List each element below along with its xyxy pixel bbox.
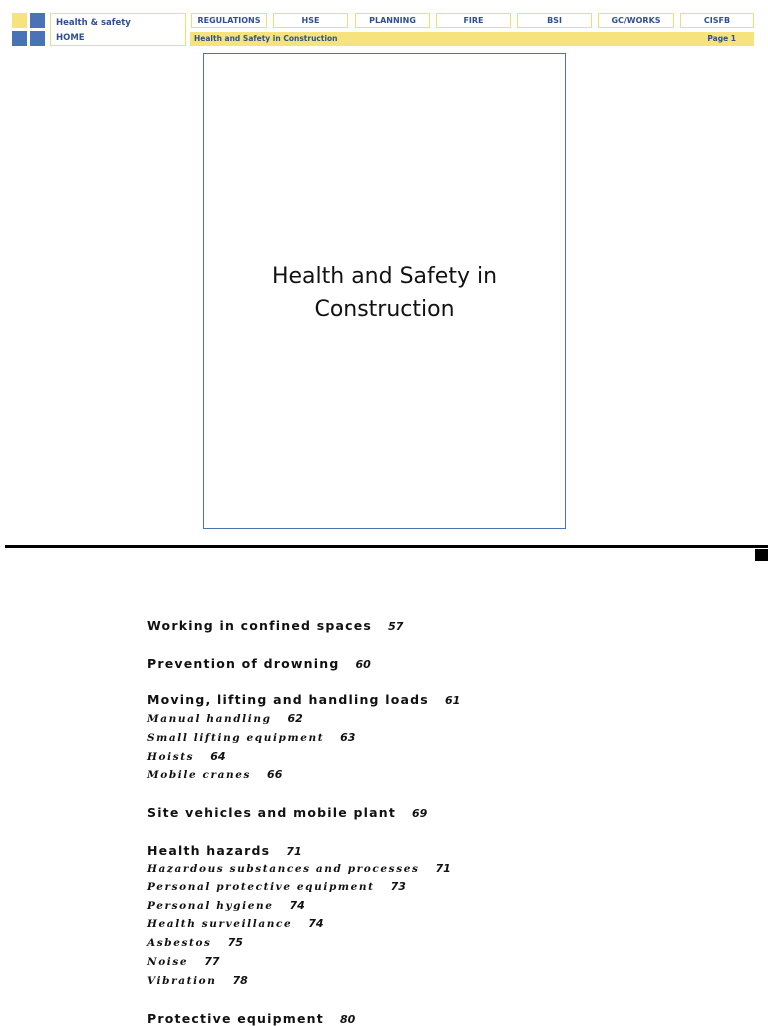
toc-entry-title: Hoists <box>147 751 195 763</box>
toc-page-number: 74 <box>289 899 305 912</box>
logo-square-yellow <box>12 13 27 28</box>
toc-subentry[interactable] <box>147 917 324 930</box>
home-link[interactable]: HOME <box>56 33 85 43</box>
tab-regulations[interactable]: REGULATIONS <box>191 13 267 28</box>
toc-entry-title: Moving, lifting and handling loads <box>147 692 429 707</box>
toc-heading[interactable] <box>147 843 302 858</box>
toc-entry-title: Health hazards <box>147 843 271 858</box>
toc-page-number: 73 <box>390 880 406 893</box>
toc-page-number: 61 <box>444 694 461 707</box>
logo-square-blue <box>30 31 45 46</box>
cover-page <box>203 53 566 529</box>
cover-title: Health and Safety in Construction <box>271 264 498 322</box>
page-indicator: Page 1 <box>707 34 736 43</box>
section-title: Health and Safety in Construction <box>194 34 338 43</box>
toc-page-number: 57 <box>388 620 404 633</box>
toc-heading[interactable] <box>147 618 403 633</box>
toc-page-number: 71 <box>286 845 302 858</box>
toc-page-number: 77 <box>204 955 220 968</box>
toc-heading[interactable] <box>147 805 427 820</box>
tab-planning[interactable]: PLANNING <box>355 13 430 28</box>
toc-subentry[interactable] <box>147 880 406 893</box>
toc-entry-title: Vibration <box>147 975 217 987</box>
toc-entry-title: Personal hygiene <box>147 900 274 912</box>
toc-heading[interactable] <box>147 656 371 671</box>
toc-subentry[interactable] <box>147 731 355 744</box>
toc-page-number: 75 <box>227 936 243 949</box>
toc-subentry[interactable] <box>147 750 226 763</box>
toc-entry-title: Noise <box>147 956 189 968</box>
tab-bsi[interactable]: BSI <box>517 13 592 28</box>
toc-entry-title: Site vehicles and mobile plant <box>147 805 397 820</box>
toc-entry-title: Prevention of drowning <box>147 656 340 671</box>
toc-entry-title: Working in confined spaces <box>147 618 373 633</box>
toc-entry-title: Protective equipment <box>147 1011 324 1026</box>
tab-hse[interactable]: HSE <box>273 13 348 28</box>
toc-subentry[interactable] <box>147 899 305 912</box>
toc-subentry[interactable] <box>147 712 303 725</box>
toc-entry-title: Small lifting equipment <box>147 732 325 744</box>
toc-subentry[interactable] <box>147 768 282 781</box>
toc-page-number: 71 <box>435 862 451 875</box>
toc-page-number: 69 <box>412 807 428 820</box>
site-logo <box>12 13 46 47</box>
toc-entry-title: Manual handling <box>147 713 272 725</box>
toc-subentry[interactable] <box>147 862 451 875</box>
toc-page-number: 74 <box>308 917 324 930</box>
toc-entry-title: Hazardous substances and processes <box>147 863 420 875</box>
toc-page-number: 63 <box>340 731 356 744</box>
section-bar <box>190 32 754 46</box>
page-divider <box>5 545 768 548</box>
toc-page-number: 78 <box>232 974 248 987</box>
logo-square-blue <box>12 31 27 46</box>
toc-entry-title: Health surveillance <box>147 918 293 930</box>
toc-page-number: 66 <box>267 768 283 781</box>
toc-page-number: 60 <box>355 658 371 671</box>
logo-square-blue <box>30 13 45 28</box>
toc-page-number: 80 <box>339 1013 356 1026</box>
page-marker <box>755 549 768 561</box>
tab-cisfb[interactable]: CISFB <box>680 13 754 28</box>
tab-fire[interactable]: FIRE <box>436 13 511 28</box>
toc-page-number: 62 <box>287 712 303 725</box>
toc-entry-title: Asbestos <box>147 937 212 949</box>
tab-gc-works[interactable]: GC/WORKS <box>598 13 674 28</box>
toc-entry-title: Mobile cranes <box>147 769 252 781</box>
home-box-section-label[interactable]: Health & safety <box>56 18 131 28</box>
toc-subentry[interactable] <box>147 974 248 987</box>
home-link-box[interactable] <box>50 13 186 46</box>
toc-page-number: 64 <box>210 750 226 763</box>
toc-subentry[interactable] <box>147 955 220 968</box>
toc-subentry[interactable] <box>147 936 243 949</box>
toc-heading[interactable] <box>147 692 460 707</box>
toc-entry-title: Personal protective equipment <box>147 881 375 893</box>
